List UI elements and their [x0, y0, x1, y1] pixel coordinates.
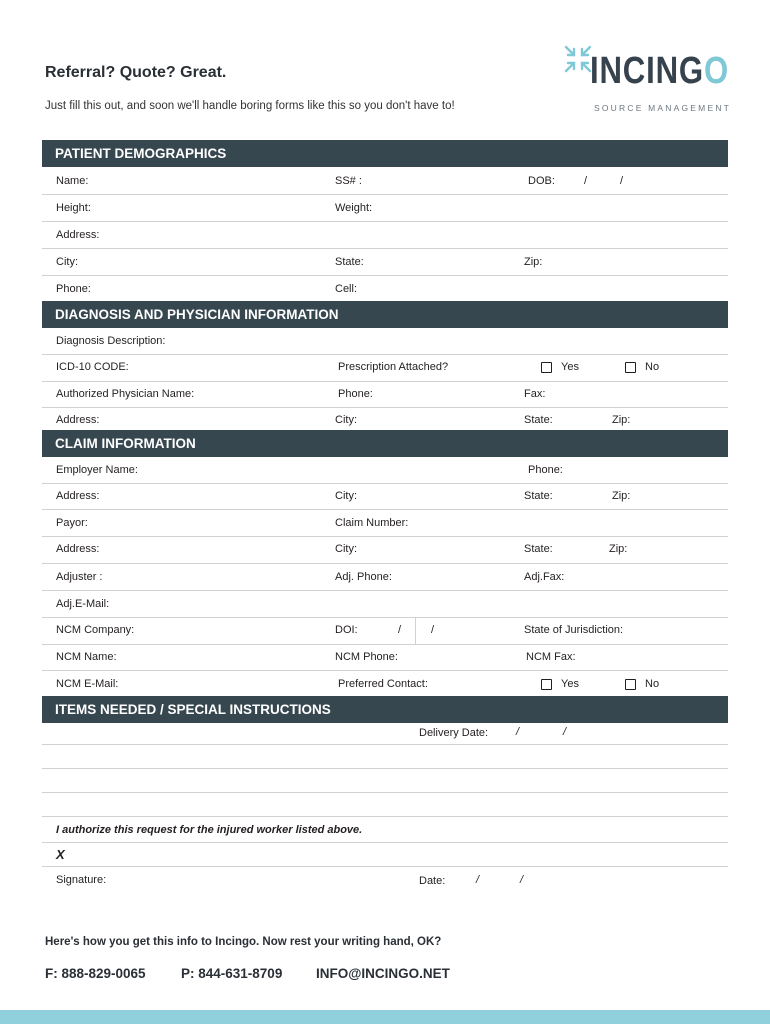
instructions-line[interactable]: [42, 816, 728, 817]
form-title: Referral? Quote? Great.: [45, 64, 227, 81]
label-weight: Weight:: [335, 202, 373, 214]
field-line[interactable]: [42, 407, 728, 408]
label-yes: Yes: [561, 361, 579, 373]
phone-number: P: 844-631-8709: [181, 966, 283, 981]
label-physician-name: Authorized Physician Name:: [56, 388, 195, 400]
label-zip: Zip:: [524, 256, 543, 268]
field-line[interactable]: [42, 590, 728, 591]
label-employer-zip: Zip:: [612, 490, 631, 502]
field-divider: [415, 617, 416, 644]
contact-no-checkbox[interactable]: [625, 679, 636, 690]
section-claim: CLAIM INFORMATION: [42, 430, 728, 457]
arrows-logo-icon: [563, 44, 593, 74]
field-line[interactable]: [42, 381, 728, 382]
label-adj-fax: Adj.Fax:: [524, 571, 565, 583]
label-physician-phone: Phone:: [338, 388, 373, 400]
label-diagnosis-description: Diagnosis Description:: [56, 335, 166, 347]
field-line[interactable]: [42, 617, 728, 618]
label-payor-city: City:: [335, 543, 357, 555]
delivery-date-separator: /: [563, 726, 567, 738]
label-adj-email: Adj.E-Mail:: [56, 598, 110, 610]
label-physician-fax: Fax:: [524, 388, 546, 400]
label-prescription-attached: Prescription Attached?: [338, 361, 449, 373]
rx-no-checkbox[interactable]: [625, 362, 636, 373]
label-phone: Phone:: [56, 283, 91, 295]
label-height: Height:: [56, 202, 91, 214]
signature-line[interactable]: [42, 866, 728, 867]
date-separator: /: [476, 874, 480, 886]
label-physician-city: City:: [335, 414, 357, 426]
field-line[interactable]: [42, 670, 728, 671]
field-line[interactable]: [42, 536, 728, 537]
dob-separator: /: [620, 175, 624, 187]
label-ncm-company: NCM Company:: [56, 624, 135, 636]
contact-yes-checkbox[interactable]: [541, 679, 552, 690]
field-line[interactable]: [42, 644, 728, 645]
date-separator: /: [520, 874, 524, 886]
label-signature: Signature:: [56, 874, 107, 886]
delivery-date-separator: /: [516, 726, 520, 738]
label-name: Name:: [56, 175, 89, 187]
label-ncm-phone: NCM Phone:: [335, 651, 398, 663]
label-doi: DOI:: [335, 624, 358, 636]
bottom-accent-bar: [0, 1010, 770, 1024]
label-payor: Payor:: [56, 517, 88, 529]
email-address[interactable]: INFO@INCINGO.NET: [316, 966, 450, 981]
field-line[interactable]: [42, 194, 728, 195]
field-line[interactable]: [42, 509, 728, 510]
section-patient-demographics: PATIENT DEMOGRAPHICS: [42, 140, 728, 167]
instructions-line[interactable]: [42, 744, 728, 745]
doi-separator: /: [398, 624, 402, 636]
form-subtitle: Just fill this out, and soon we'll handle boring forms like this so you don't have to!: [45, 100, 455, 112]
doi-separator: /: [431, 624, 435, 636]
dob-separator: /: [584, 175, 588, 187]
label-date: Date:: [419, 875, 446, 887]
field-line[interactable]: [42, 248, 728, 249]
logo-tagline: SOURCE MANAGEMENT: [594, 103, 732, 113]
label-payor-zip: Zip:: [609, 543, 628, 555]
label-no: No: [645, 678, 660, 690]
section-diagnosis: DIAGNOSIS AND PHYSICIAN INFORMATION: [42, 301, 728, 328]
fax-number: F: 888-829-0065: [45, 966, 146, 981]
label-ncm-email: NCM E-Mail:: [56, 678, 119, 690]
field-line[interactable]: [42, 483, 728, 484]
label-claim-number: Claim Number:: [335, 517, 409, 529]
label-adj-phone: Adj. Phone:: [335, 571, 392, 583]
label-employer-phone: Phone:: [528, 464, 563, 476]
label-physician-zip: Zip:: [612, 414, 631, 426]
section-items-needed: ITEMS NEEDED / SPECIAL INSTRUCTIONS: [42, 696, 728, 723]
label-employer-address: Address:: [56, 490, 100, 502]
label-employer-name: Employer Name:: [56, 464, 138, 476]
label-payor-state: State:: [524, 543, 553, 555]
label-state: State:: [335, 256, 364, 268]
label-no: No: [645, 361, 660, 373]
instructions-line[interactable]: [42, 792, 728, 793]
field-line: [42, 842, 728, 843]
signature-x-mark: X: [56, 847, 65, 862]
label-icd10: ICD-10 CODE:: [56, 361, 129, 373]
rx-yes-checkbox[interactable]: [541, 362, 552, 373]
label-cell: Cell:: [335, 283, 358, 295]
label-city: City:: [56, 256, 78, 268]
authorization-statement: I authorize this request for the injured worker listed above.: [56, 824, 363, 836]
label-employer-city: City:: [335, 490, 357, 502]
label-ssn: SS# :: [335, 175, 362, 187]
label-payor-address: Address:: [56, 543, 100, 555]
label-employer-state: State:: [524, 490, 553, 502]
footer-instructions: Here's how you get this info to Incingo. Now rest your writing hand, OK?: [45, 936, 442, 948]
label-ncm-fax: NCM Fax:: [526, 651, 576, 663]
label-preferred-contact: Preferred Contact:: [338, 678, 428, 690]
field-line[interactable]: [42, 221, 728, 222]
label-state-jurisdiction: State of Jurisdiction:: [524, 624, 624, 636]
label-physician-address: Address:: [56, 414, 100, 426]
logo-wordmark: INCINGO: [590, 50, 730, 92]
field-line[interactable]: [42, 354, 728, 355]
label-adjuster: Adjuster :: [56, 571, 103, 583]
instructions-line[interactable]: [42, 768, 728, 769]
label-yes: Yes: [561, 678, 579, 690]
label-address: Address:: [56, 229, 100, 241]
field-line[interactable]: [42, 563, 728, 564]
label-physician-state: State:: [524, 414, 553, 426]
label-dob: DOB:: [528, 175, 555, 187]
label-ncm-name: NCM Name:: [56, 651, 117, 663]
label-delivery-date: Delivery Date:: [419, 727, 489, 739]
field-line[interactable]: [42, 275, 728, 276]
